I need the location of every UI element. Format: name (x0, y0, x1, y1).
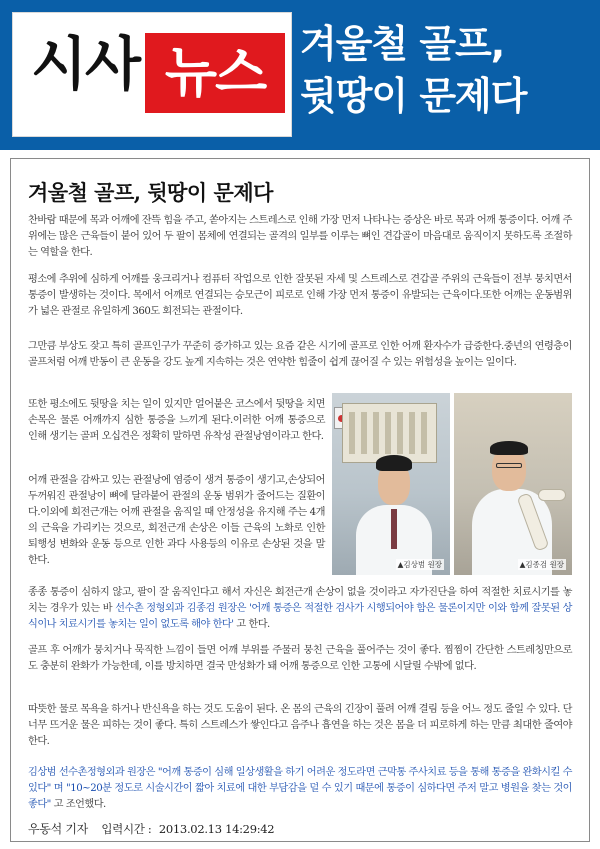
paragraph-6-text: 종종 통증이 심하지 않고, 팔이 잘 움직인다고 해서 자신은 회전근개 손상이 없을 것이라고 자가진단을 하여 적절한 치료시기를 놓치는 경우가 있는 바 (28, 587, 572, 614)
doctor-advice-highlight: 김상범 선수촌정형외과 원장은 "어깨 통증이 심해 일상생활을 하기 어려운 정도라면 근막통 주사치료 등을 통해 통증을 완화시킬 수 있다" 며 "10~20분 정도로 시술시간이 짧아 치료에 대한 부담감을 덜 수 있기 때문에 통증이 심하다면 주저 말고 병원을 찾는 것이 좋다" (28, 767, 572, 810)
article-title: 겨울철 골프, 뒷땅이 문제다 (28, 180, 273, 205)
timestamp-label: 입력시간 : (101, 822, 152, 836)
article-byline (28, 820, 274, 837)
article-paragraph-8: 따뜻한 물로 목욕을 하거나 반신욕을 하는 것도 도움이 된다. 온 몸의 근육의 긴장이 풀려 어깨 결림 등을 어느 정도 줄일 수 있다. 단 너무 뜨거운 물은 피하는 것이 좋다. 특히 스트레스가 쌓인다고 음주나 흡연을 하는 것은 몸을 더 피로하게 하는 만큼 최대한 줄여야 한다. (28, 704, 572, 747)
header-headline-line2: 뒷땅이 문제다 (300, 74, 527, 118)
photo-caption-right: ▲김종검 원장 (519, 560, 564, 569)
reporter-name[interactable]: 우동석 기자 (28, 822, 88, 836)
publish-timestamp: 2013.02.13 14:29:42 (158, 822, 275, 836)
article-paragraph-3: 그만큼 부상도 잦고 특히 골프인구가 꾸준히 증가하고 있는 요즘 같은 시기에 골프로 인한 어깨 환자수가 급증한다.중년의 연령층이 골프처럼 어깨 반동이 큰 운동을 강도 높게 지속하는 것은 연약한 힘줄이 쉽게 끊어질 수 있는 위험성을 높이는 일이다. (28, 341, 572, 368)
masthead (0, 0, 600, 150)
sisa-news-logo[interactable] (12, 12, 292, 137)
doctor-quote-highlight: 선수촌 정형외과 김종검 원장은 '어깨 통증은 적절한 검사가 시행되어야 함은 물론이지만 이와 함께 잘못된 상식이나 치료시기를 놓치는 일이 없도록 해야 한다' (28, 603, 572, 630)
article-paragraph-7: 골프 후 어깨가 뭉치거나 묵직한 느낌이 들면 어깨 부위를 주물러 뭉친 근육을 풀어주는 것이 좋다. 찜찜이 간단한 스트레칭만으로도 충분히 완화가 가능한데, 이를 방치하면 결국 만성화가 돼 어깨 통증으로 인한 고통에 시달릴 수밖에 없다. (28, 645, 572, 672)
glasses-icon (496, 463, 522, 468)
article-paragraph-2: 평소에 추위에 심하게 어깨를 웅크리거나 컴퓨터 작업으로 인한 잘못된 자세 및 스트레스로 견갑골 주위의 근육들이 전부 뭉치면서 통증이 발생하는 것이다. 목에서 어깨로 연결되는 승모근이 피로로 인해 가장 먼저 통증이 유발되는 근육이다.또한 어깨는 운동범위가 넓은 관절로 유일하게 360도 회전되는 관절이다. (28, 274, 572, 317)
article-paragraph-1: 찬바람 때문에 목과 어깨에 잔뜩 힘을 주고, 쏟아지는 스트레스로 인해 가장 먼저 나타나는 증상은 바로 목과 어깨 통증이다. 어깨 주위에는 많은 근육들이 붙어 있어 두 팔이 몸체에 연결되는 골격의 일부를 이루는 뼈인 견갑골이 마음대로 움직이지 못하도록 조절하는 역할을 한다. (28, 215, 572, 258)
anatomy-poster (342, 403, 437, 463)
paragraph-6-ending: 고 한다. (233, 619, 270, 630)
article-paragraph-5: 어깨 관절을 감싸고 있는 관절낭에 염증이 생겨 통증이 생기고,손상되어 두꺼워진 관절낭이 뼈에 달라붙어 관절의 운동 범위가 줄어드는 질환이다.이외에 회전근개는 어깨 관절을 움직일 때 안정성을 유지해 주는 4개의 근육을 가리키는 것으로, 회전근개 손상은 이들 근육의 노화로 인한 퇴행성 변화와 운동 등으로 인한 과다 사용등의 이유로 손상된 것을 말한다. (28, 475, 325, 566)
article-paragraph-6 (28, 585, 572, 633)
paragraph-9-ending: 고 조언했다. (50, 799, 106, 810)
article-paragraph-9 (28, 765, 572, 813)
logo-text-sisa: 시사 (31, 30, 140, 98)
photo-caption-left: ▲김상범 원장 (397, 560, 442, 569)
doctor-photos (332, 393, 572, 575)
header-headline (300, 18, 590, 122)
article-paragraph-4: 또한 평소에도 뒷땅을 치는 일이 있지만 얼어붙은 코스에서 뒷땅을 치면 손목은 물론 어깨까지 심한 통증을 느끼게 된다.이러한 어깨 통증으로 인해 생기는 골퍼 오십견은 정확히 말하면 유착성 관절낭염이라고 한다. (28, 399, 325, 442)
logo-text-news: 뉴스 (145, 33, 285, 113)
header-headline-line1: 겨울철 골프, (300, 22, 505, 66)
photo-doctor-kim-jonggeom (454, 393, 572, 575)
photo-doctor-kim-sangbeom (332, 393, 450, 575)
